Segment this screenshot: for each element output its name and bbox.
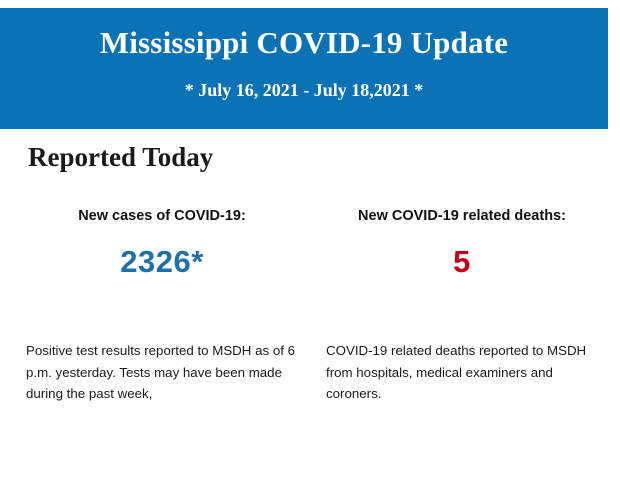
header-banner (0, 8, 608, 129)
new-cases-label: New cases of COVID-19: (78, 208, 246, 224)
new-cases-value: 2326* (120, 244, 204, 279)
new-deaths-note: COVID-19 related deaths reported to MSDH from hospitals, medical examiners and coroners. (326, 343, 587, 402)
stat-block-new-cases (22, 208, 302, 280)
date-range-subtitle: * July 16, 2021 - July 18,2021 * (184, 80, 424, 100)
section-title-reported-today: Reported Today (28, 142, 214, 172)
page-title: Mississippi COVID-19 Update (99, 25, 509, 60)
new-deaths-value: 5 (453, 244, 471, 279)
new-deaths-label: New COVID-19 related deaths: (358, 208, 566, 224)
stat-block-new-deaths (322, 208, 602, 280)
new-cases-note: Positive test results reported to MSDH as of 6 p.m. yesterday. Tests may have been made during the past week, (26, 343, 296, 402)
